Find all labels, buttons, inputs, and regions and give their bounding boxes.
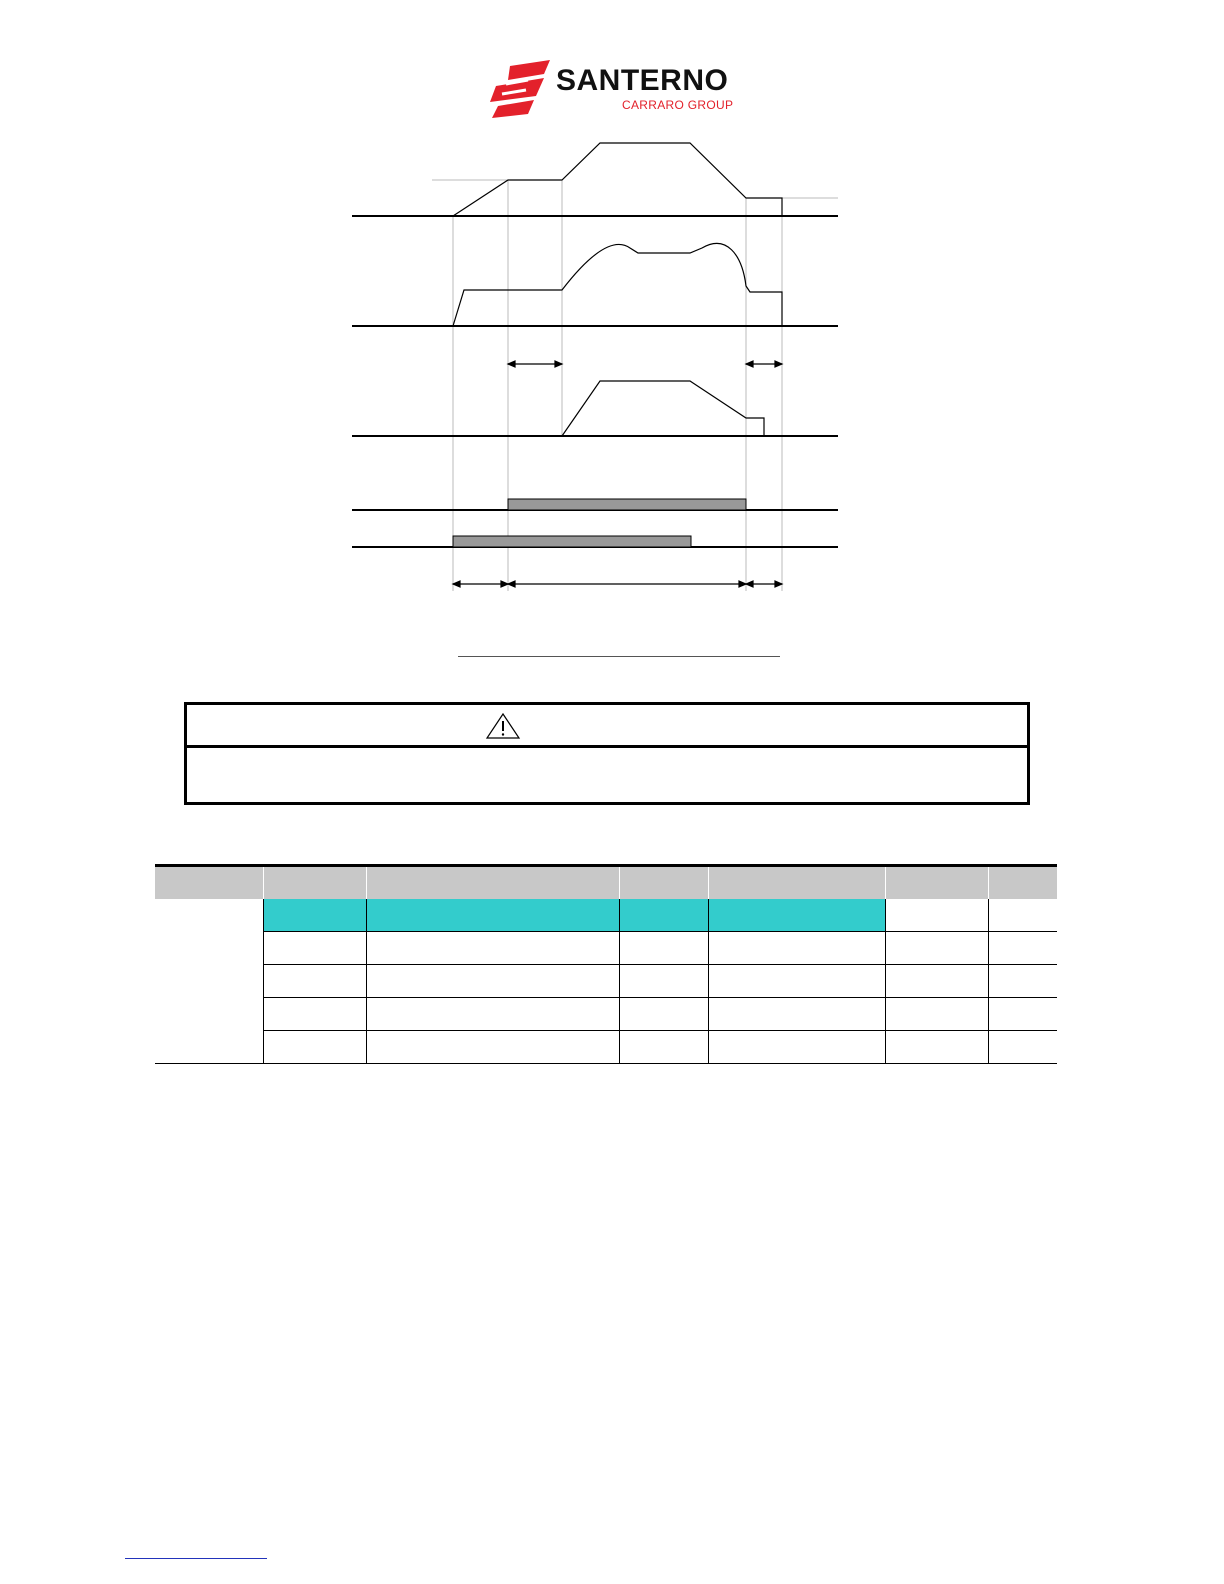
table-header-row [155, 866, 1057, 900]
header-cell [366, 866, 619, 900]
table-row [155, 899, 1057, 932]
header-cell [263, 866, 366, 900]
table-cell [988, 932, 1057, 965]
table-cell [988, 899, 1057, 932]
run-command-bar [453, 536, 691, 547]
brand-subtitle: CARRARO GROUP [622, 98, 734, 112]
header-cell [988, 866, 1057, 900]
table-cell [708, 965, 885, 998]
timing-guide-lines [432, 180, 838, 591]
table-cell [366, 1031, 619, 1064]
timing-arrows [453, 361, 782, 587]
table-cell [988, 998, 1057, 1031]
figure-caption-rule [458, 656, 780, 657]
table-cell [366, 998, 619, 1031]
table-row [155, 1031, 1057, 1064]
brand-name: SANTERNO [556, 64, 729, 97]
table-cell-highlighted [708, 899, 885, 932]
table-cell [366, 932, 619, 965]
table-cell [263, 1031, 366, 1064]
table-cell [619, 965, 708, 998]
table-row [155, 965, 1057, 998]
timing-baselines [352, 216, 838, 547]
table-cell [263, 932, 366, 965]
table-row [155, 998, 1057, 1031]
table-cell [708, 998, 885, 1031]
table-cell [885, 1031, 988, 1064]
header-cell [885, 866, 988, 900]
header-cell [708, 866, 885, 900]
table-cell [263, 965, 366, 998]
table-cell-highlighted [619, 899, 708, 932]
table-cell [885, 998, 988, 1031]
current-trace [453, 243, 782, 326]
table-cell [263, 998, 366, 1031]
santerno-logo-mark-icon [488, 58, 558, 118]
table-cell-highlighted [263, 899, 366, 932]
santerno-logo [488, 58, 738, 118]
table-cell [885, 932, 988, 965]
table-cell [619, 932, 708, 965]
table-cell [619, 1031, 708, 1064]
warning-box [184, 702, 1030, 805]
warning-header [187, 705, 1027, 748]
table-cell [885, 965, 988, 998]
table-cell [619, 998, 708, 1031]
warning-triangle-icon [485, 712, 521, 740]
table-cell [708, 1031, 885, 1064]
header-cell [619, 866, 708, 900]
group-cell [155, 899, 263, 1064]
table-cell [988, 965, 1057, 998]
table-cell [988, 1031, 1057, 1064]
table-cell [708, 932, 885, 965]
timing-diagram [350, 136, 850, 596]
brake-output-trace [562, 381, 764, 436]
table-cell-highlighted [366, 899, 619, 932]
table-cell [885, 899, 988, 932]
table-cell [366, 965, 619, 998]
parameter-table [155, 864, 1057, 1064]
brake-open-bar [508, 499, 746, 510]
footer-link-underline[interactable] [125, 1558, 267, 1559]
header-cell [155, 866, 263, 900]
table-row [155, 932, 1057, 965]
